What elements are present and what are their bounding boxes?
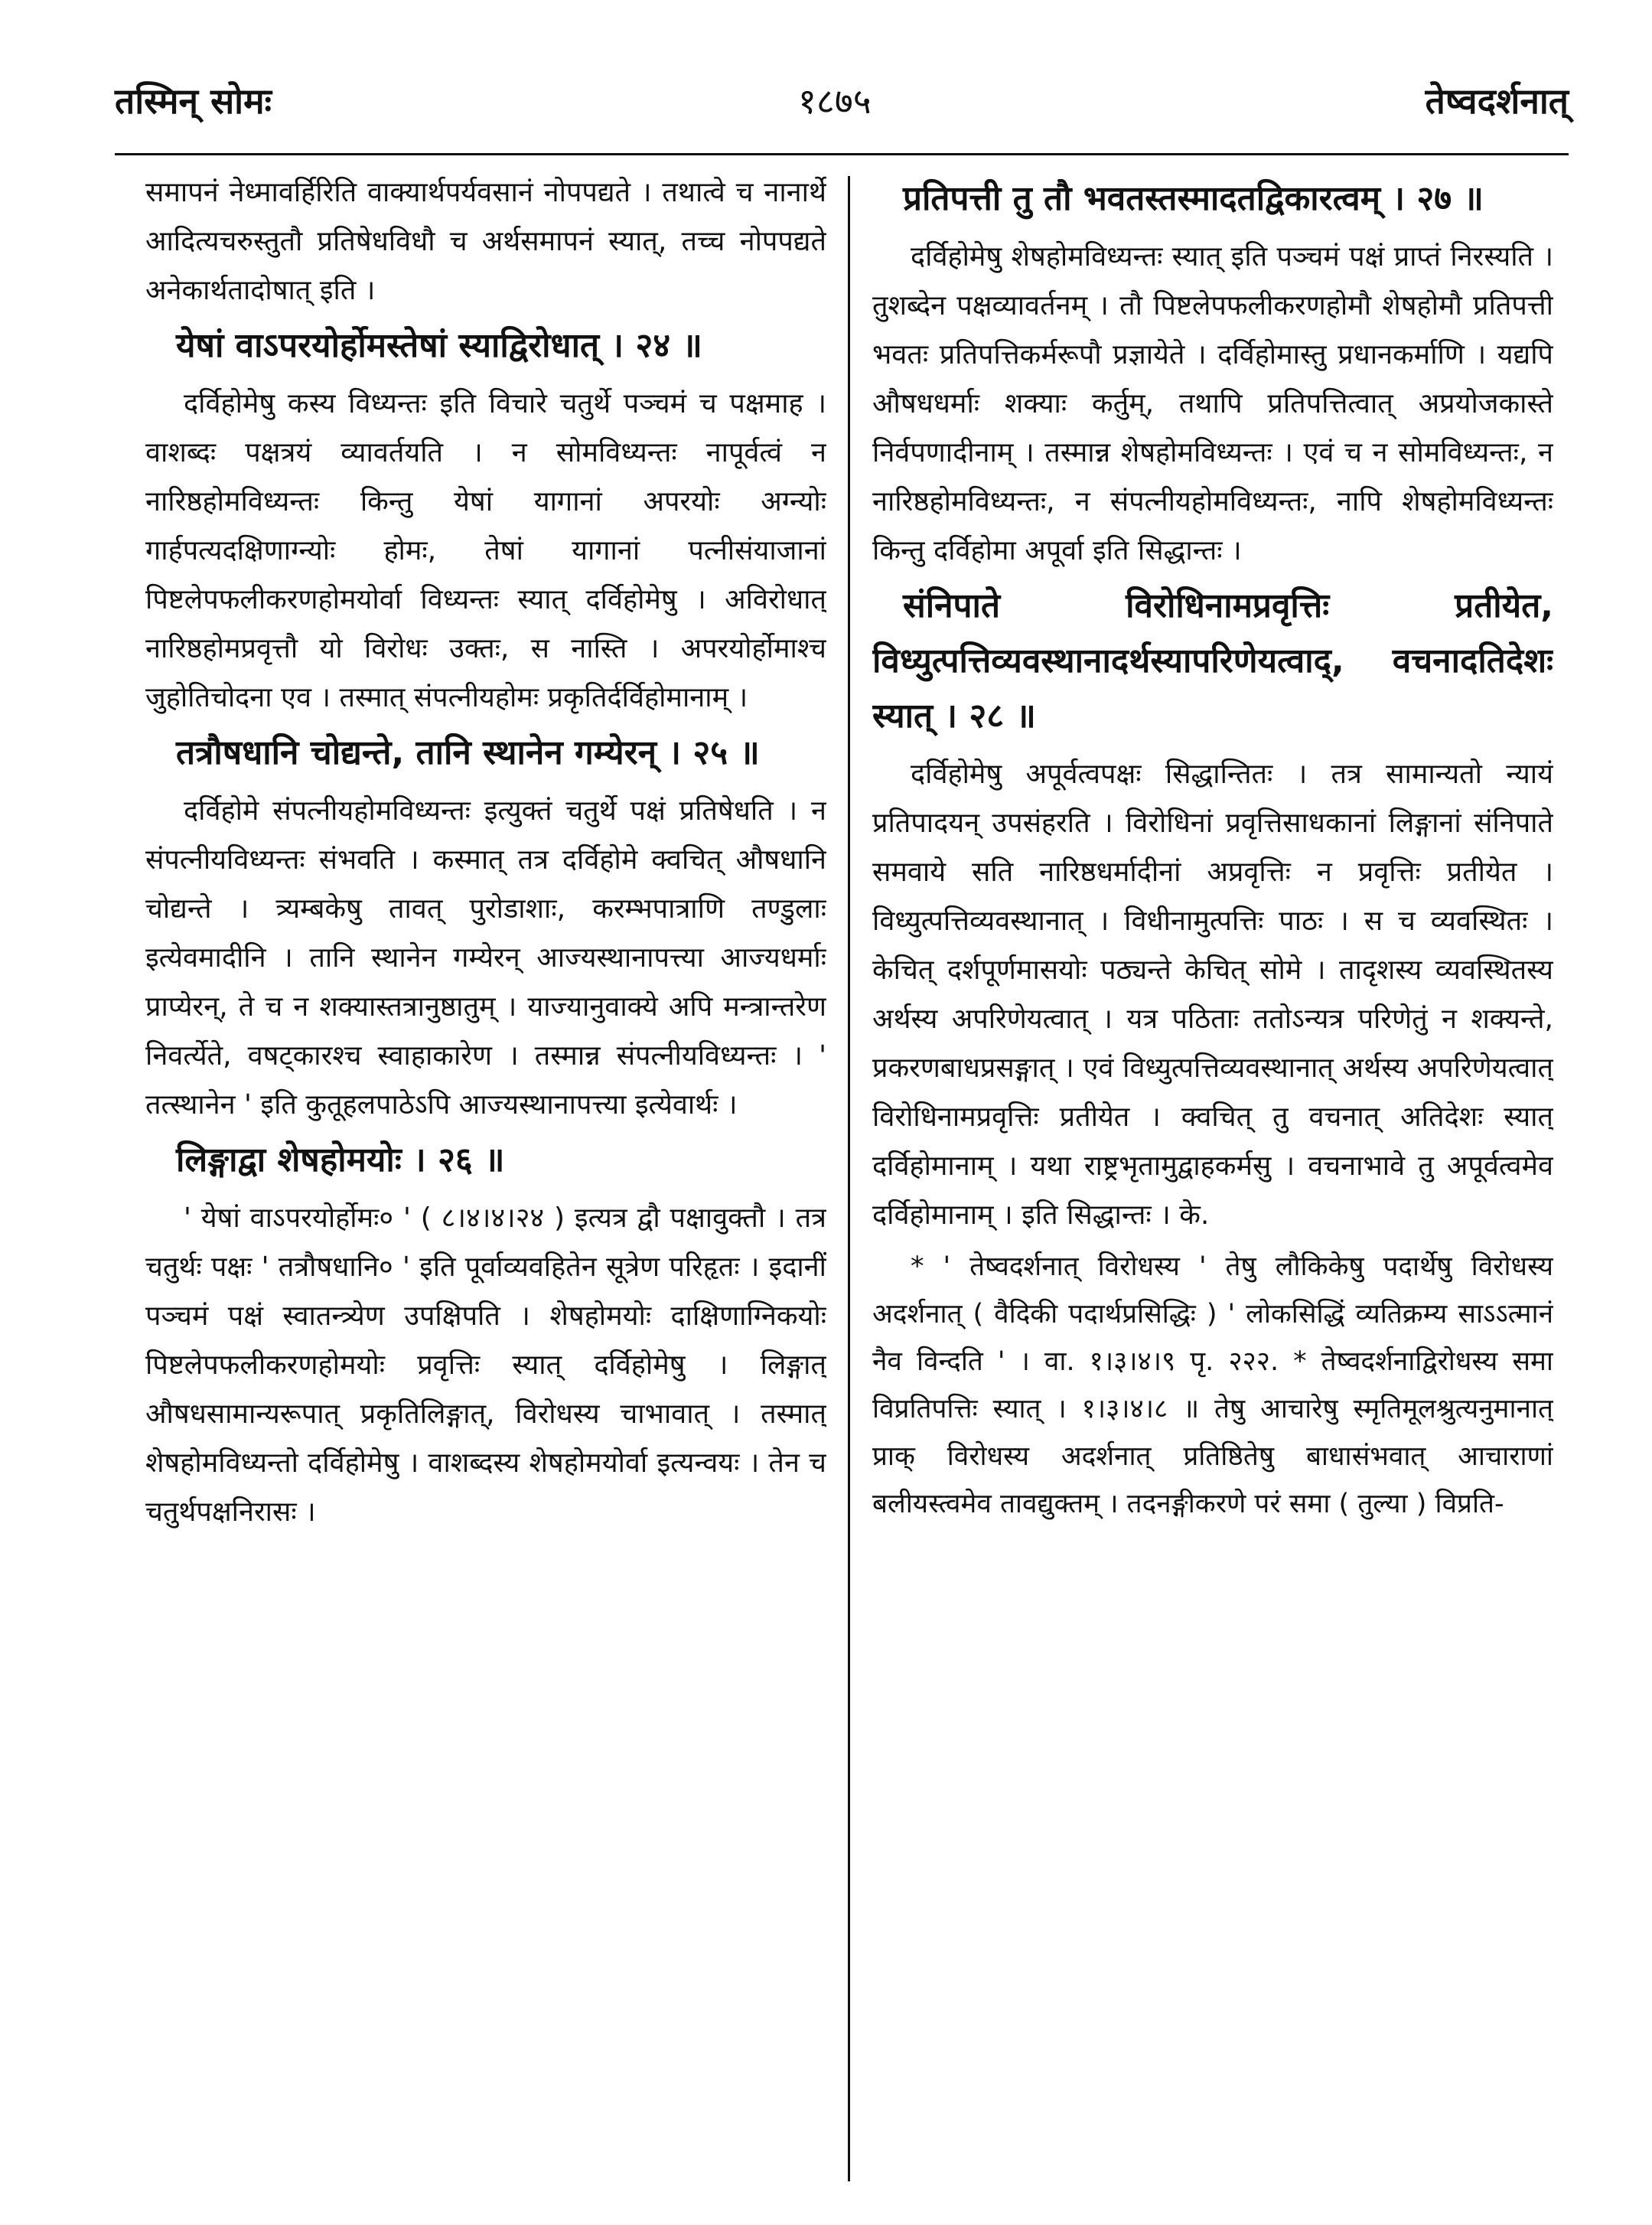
paragraph: दर्विहोमे संपत्नीयहोमविध्यन्तः इत्युक्तं चतुर्थे पक्षं प्रतिषेधति । न संपत्नीयविध्यन्तः संभवति । कस्मात् तत्र दर्विहोमे क्वचित् औषधानि चोद्यन्ते । त्र्यम्बकेषु तावत् पुरोडाशाः, करम्भपात्राणि तण्डुलाः इत्येवमादीनि । तानि स्थानेन गम्येरन् आज्यस्थानापत्त्या आज्यधर्माः प्राप्येरन्, ते च न शक्यास्तत्रानुष्ठातुम् । याज्यानुवाक्ये अपि मन्त्रान्तरेण निवर्त्येते, वषट्कारश्च स्वाहाकारेण । तस्मान्न संपत्नीयविध्यन्तः । ' तत्स्थानेन ' इति कुतूहलपाठेऽपि आज्यस्थानापत्त्या इत्येवार्थः ।	[145, 795, 826, 1121]
paragraph: समापनं नेध्मावर्हिरिति वाक्यार्थपर्यवसानं नोपपद्यते । तथात्वे च नानार्थे आदित्यचरुस्तुतौ प्रतिषेधविधौ च अर्थसमापनं स्यात्, तच्च नोपपद्यते अनेकार्थतादोषात् इति ।	[145, 177, 826, 306]
page-header	[115, 77, 1569, 145]
right-column	[872, 168, 1553, 2189]
sutra-heading: येषां वाऽपरयोर्होमस्तेषां स्याद्विरोधात् । २४ ॥	[176, 326, 702, 365]
footnote-paragraph: * ' तेष्वदर्शनात् विरोधस्य ' तेषु लौकिकेषु पदार्थेषु विरोधस्य अदर्शनात् ( वैदिकी पदार्थप्रसिद्धिः ) ' लोकसिद्धिं व्यतिक्रम्य साऽऽत्मानं नैव विन्दति ' । वा. १।३।४।९ पृ. २२२. * तेष्वदर्शनाद्विरोधस्य समा विप्रतिपत्तिः स्यात् । १।३।४।८ ॥ तेषु आचारेषु स्मृतिमूलश्रुत्यनुमानात् प्राक् विरोधस्य अदर्शनात् प्रतिष्ठितेषु बाधासंभवात् आचाराणां बलीयस्त्वमेव तावद्युक्तम् । तदनङ्गीकरणे परं समा ( तुल्या ) विप्रति-	[872, 1251, 1553, 1519]
paragraph: दर्विहोमेषु अपूर्वत्वपक्षः सिद्धान्तितः । तत्र सामान्यतो न्यायं प्रतिपादयन् उपसंहरति । विरोधिनां प्रवृत्तिसाधकानां लिङ्गानां संनिपाते समवाये सति नारिष्ठधर्मादीनां अप्रवृत्तिः न प्रवृत्तिः प्रतीयेत । विध्युत्पत्तिव्यवस्थानात् । विधीनामुत्पत्तिः पाठः । स च व्यवस्थितः । केचित् दर्शपूर्णमासयोः पठ्यन्ते केचित् सोमे । तादृशस्य व्यवस्थितस्य अर्थस्य अपरिणेयत्वात् । यत्र पठिताः ततोऽन्यत्र परिणेतुं न शक्यन्ते, प्रकरणबाधप्रसङ्गात् । एवं विध्युत्पत्तिव्यवस्थानात् अर्थस्य अपरिणेयत्वात् विरोधिनामप्रवृत्तिः प्रतीयेत । क्वचित् तु वचनात् अतिदेशः स्यात् दर्विहोमानाम् । यथा राष्ट्रभृतामुद्वाहकर्मसु । वचनाभावे तु अपूर्वत्वमेव दर्विहोमानाम् । इति सिद्धान्तः । के.	[872, 759, 1553, 1231]
running-head-right: तेष्वदर्शनात्	[1425, 80, 1569, 122]
sutra-heading: लिङ्गाद्वा शेषहोमयोः । २६ ॥	[176, 1140, 505, 1179]
sutra-heading: संनिपाते विरोधिनामप्रवृत्तिः प्रतीयेत, विध्युत्पत्तिव्यवस्थानादर्थस्यापरिणेयत्वाद्, वचनादतिदेशः स्यात् । २८ ॥	[872, 586, 1553, 736]
sutra-heading: तत्रौषधानि चोद्यन्ते, तानि स्थानेन गम्येरन् । २५ ॥	[176, 733, 760, 772]
paragraph: ' येषां वाऽपरयोर्होमः० ' ( ८।४।४।२४ ) इत्यत्र द्वौ पक्षावुक्तौ । तत्र चतुर्थः पक्षः ' तत्रौषधानि० ' इति पूर्वाव्यवहितेन सूत्रेण परिहृतः । इदानीं पञ्चमं पक्षं स्वातन्त्र्येण उपक्षिपति । शेषहोमयोः दाक्षिणाग्निकयोः पिष्टलेपफलीकरणहोमयोः प्रवृत्तिः स्यात् दर्विहोमेषु । लिङ्गात् औषधसामान्यरूपात् प्रकृतिलिङ्गात्, विरोधस्य चाभावात् । तस्मात् शेषहोमविध्यन्तो दर्विहोमेषु । वाशब्दस्य शेषहोमयोर्वा इत्यन्वयः । तेन च चतुर्थपक्षनिरासः ।	[145, 1202, 826, 1528]
sutra-heading: प्रतिपत्ती तु तौ भवतस्तस्मादतद्विकारत्वम् । २७ ॥	[903, 179, 1484, 218]
running-head-left: तस्मिन् सोमः	[115, 80, 272, 122]
page-number: १८७५	[798, 80, 872, 122]
paragraph: दर्विहोमेषु कस्य विध्यन्तः इति विचारे चतुर्थे पञ्चमं च पक्षमाह । वाशब्दः पक्षत्रयं व्यावर्तयति । न सोमविध्यन्तः नापूर्वत्वं न नारिष्ठहोमविध्यन्तः किन्तु येषां यागानां अपरयोः अग्न्योः गार्हपत्यदक्षिणाग्न्योः होमः, तेषां यागानां पत्नीसंयाजानां पिष्टलेपफलीकरणहोमयोर्वा विध्यन्तः स्यात् दर्विहोमेषु । अविरोधात् नारिष्ठहोमप्रवृत्तौ यो विरोधः उक्तः, स नास्ति । अपरयोर्होमाश्च जुहोतिचोदना एव । तस्मात् संपत्नीयहोमः प्रकृतिर्दर्विहोमानाम् ।	[145, 388, 826, 713]
header-rule	[115, 153, 1569, 155]
paragraph: दर्विहोमेषु शेषहोमविध्यन्तः स्यात् इति पञ्चमं पक्षं प्राप्तं निरस्यति । तुशब्देन पक्षव्यावर्तनम् । तौ पिष्टलेपफलीकरणहोमौ शेषहोमौ प्रतिपत्ती भवतः प्रतिपत्तिकर्मरूपौ प्रज्ञायेते । दर्विहोमास्तु प्रधानकर्माणि । यद्यपि औषधधर्माः शक्याः कर्तुम्, तथापि प्रतिपत्तित्वात् अप्रयोजकास्ते निर्वपणादीनाम् । तस्मान्न शेषहोमविध्यन्तः । एवं च न सोमविध्यन्तः, न नारिष्ठहोमविध्यन्तः, न संपत्नीयहोमविध्यन्तः, नापि शेषहोमविध्यन्तः किन्तु दर्विहोमा अपूर्वा इति सिद्धान्तः ।	[872, 241, 1553, 566]
left-column	[145, 168, 826, 2189]
column-divider	[848, 176, 850, 2181]
